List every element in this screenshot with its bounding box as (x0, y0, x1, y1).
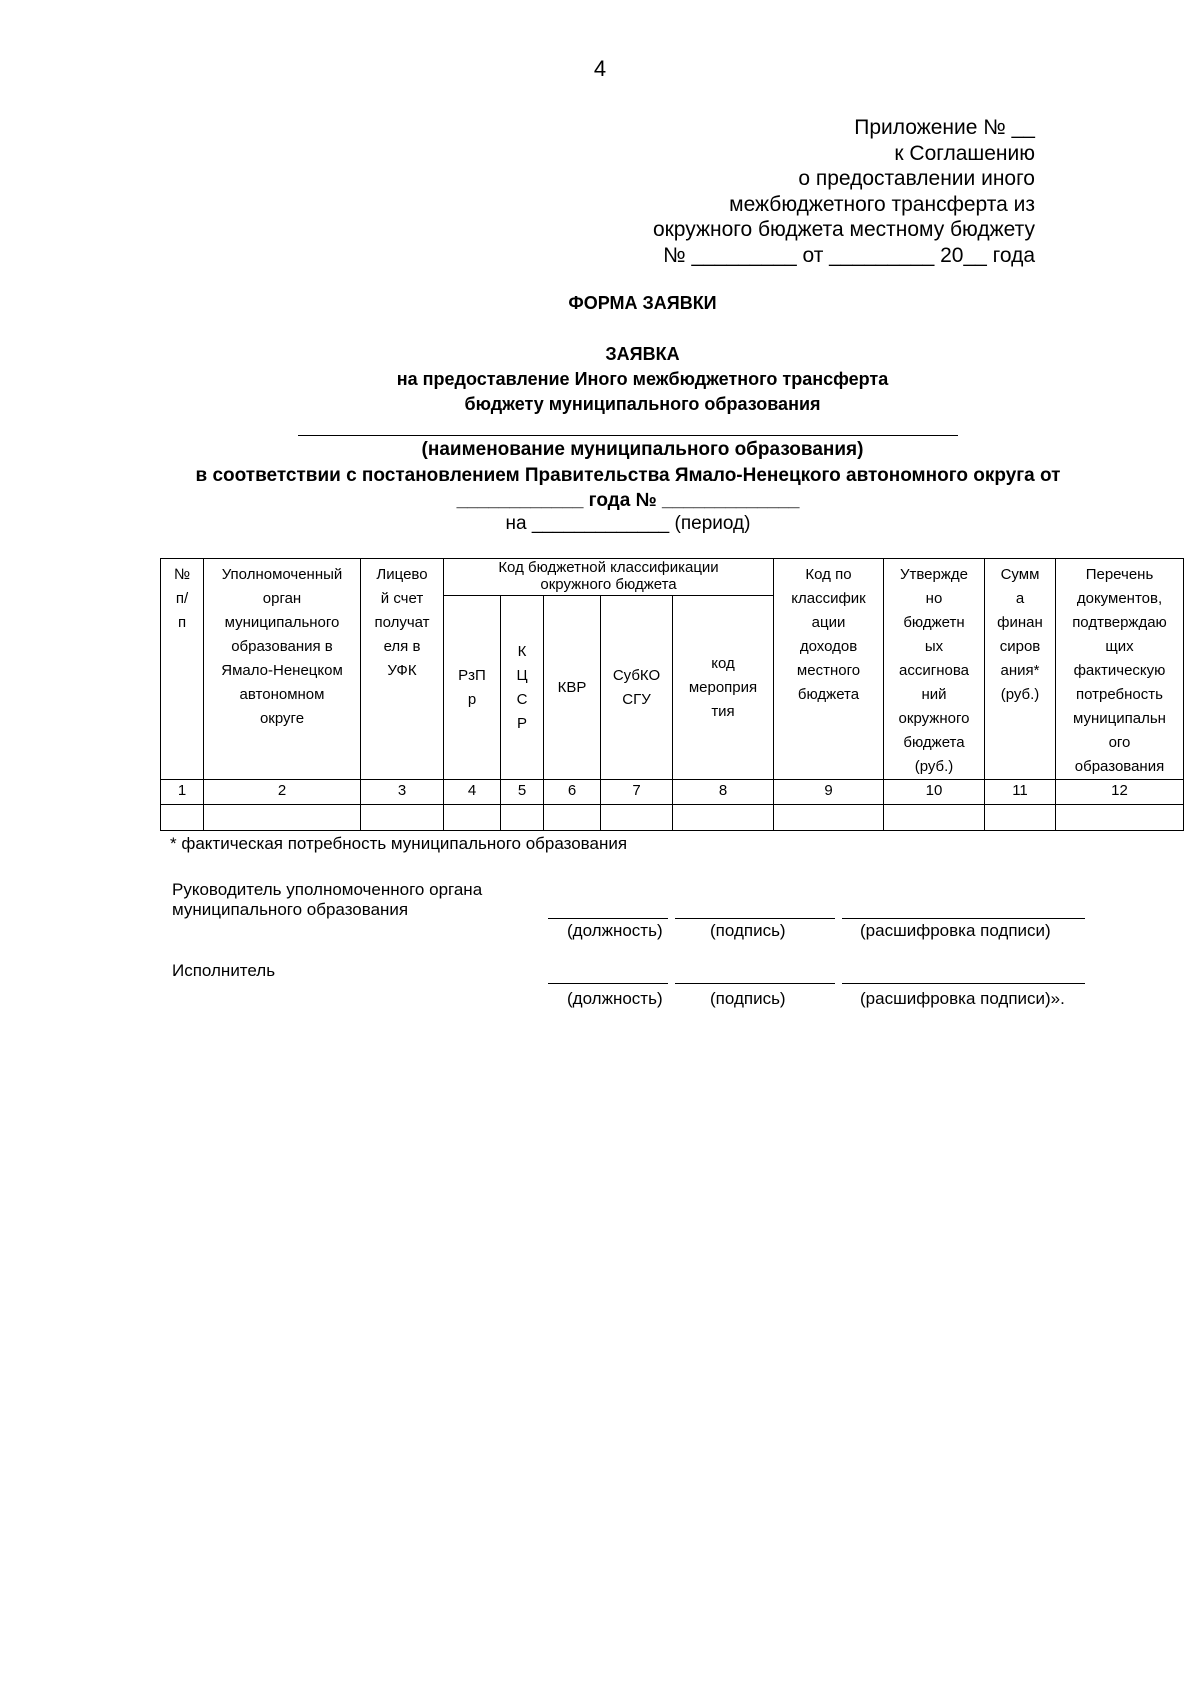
header-text-line: окружного (898, 710, 970, 727)
header-budget-code-group (444, 559, 774, 596)
request-heading (0, 342, 1200, 417)
request-title: ЗАЯВКА (605, 344, 680, 364)
header-text-line: щих (1105, 638, 1134, 655)
header-text-line: СГУ (622, 690, 651, 708)
decree-reference (0, 463, 1200, 513)
header-text-line: мероприя (688, 678, 758, 696)
column-number: 10 (884, 780, 985, 805)
header-text-line: подтверждаю (1072, 614, 1167, 631)
column-number: 8 (673, 780, 774, 805)
position-caption: (должность) (567, 989, 663, 1008)
period-line: на _____________ (период) (505, 513, 751, 534)
header-text-line: фактическую (1073, 662, 1166, 679)
header-text-line: УФК (387, 662, 417, 679)
header-text-line: К (517, 642, 527, 660)
signature-caption: (подпись) (710, 989, 786, 1008)
column-number: 7 (601, 780, 673, 805)
header-text-line: р (467, 690, 477, 708)
header-text-line: п/ (175, 590, 189, 607)
table-cell[interactable] (673, 805, 774, 831)
header-event-code (673, 596, 774, 780)
table-cell[interactable] (985, 805, 1056, 831)
column-number: 5 (501, 780, 544, 805)
page-number: 4 (593, 56, 607, 81)
header-account (361, 559, 444, 780)
column-number: 9 (774, 780, 884, 805)
header-text-line: п (177, 614, 187, 631)
header-text-line: Код бюджетной классификации (498, 559, 719, 576)
appendix-line: межбюджетного трансферта из (729, 192, 1035, 216)
header-text-line: С (516, 690, 528, 708)
header-text-line: ания* (1000, 662, 1040, 679)
head-label-line: муниципального образования (172, 900, 409, 919)
header-text-line: потребность (1076, 686, 1163, 703)
header-text-line: финан (997, 614, 1043, 631)
table-cell[interactable] (361, 805, 444, 831)
header-text-line: Перечень (1085, 566, 1154, 583)
header-text-line: Код по (805, 566, 852, 583)
column-number: 11 (985, 780, 1056, 805)
column-number: 6 (544, 780, 601, 805)
header-text-line: Ц (516, 666, 528, 684)
appendix-header (653, 115, 1035, 268)
header-text-line: автономном (239, 686, 325, 703)
header-text-line: РзП (458, 666, 486, 684)
header-text-line: (руб.) (914, 758, 954, 775)
header-text-line: получат (374, 614, 430, 631)
header-text-line: классифик (791, 590, 866, 607)
executor-signature-line[interactable] (675, 983, 835, 984)
header-text-line: еля в (383, 638, 421, 655)
header-text-line: а (1015, 590, 1025, 607)
head-signature-line[interactable] (675, 918, 835, 919)
table-cell[interactable] (601, 805, 673, 831)
decoding-caption: (расшифровка подписи) (860, 921, 1051, 940)
header-text-line: й счет (380, 590, 424, 607)
table-cell[interactable] (1056, 805, 1184, 831)
table-cell[interactable] (204, 805, 361, 831)
header-number (161, 559, 204, 780)
table-cell[interactable] (444, 805, 501, 831)
municipality-caption: (наименование муниципального образования) (421, 439, 864, 460)
appendix-line: Приложение № __ (854, 116, 1035, 139)
table-cell[interactable] (774, 805, 884, 831)
header-text-line: орган (262, 590, 302, 607)
appendix-line: окружного бюджета местному бюджету (652, 218, 1035, 241)
header-text-line: но (925, 590, 943, 607)
column-number: 12 (1056, 780, 1184, 805)
header-approved-allocations (884, 559, 985, 780)
decree-line: ____________ года № _____________ (456, 490, 800, 511)
header-text-line: ого (1108, 734, 1131, 751)
request-line: бюджету муниципального образования (464, 394, 821, 414)
header-text-line: округе (259, 710, 305, 727)
header-text-line: доходов (799, 638, 858, 655)
header-text-line: Лицево (376, 566, 428, 583)
form-title: ФОРМА ЗАЯВКИ (568, 293, 717, 313)
appendix-line: № _________ от _________ 20__ года (663, 243, 1035, 267)
executor-label: Исполнитель (172, 961, 276, 980)
column-number: 2 (204, 780, 361, 805)
header-kvr (544, 596, 601, 780)
header-text-line: СубКО (612, 666, 661, 684)
head-signature-label (172, 880, 482, 920)
header-text-line: Утвержде (899, 566, 968, 583)
column-numbers-row (161, 780, 1184, 805)
header-text-line: Сумм (1000, 566, 1040, 583)
header-documents-list (1056, 559, 1184, 780)
header-text-line: ассигнова (899, 662, 969, 679)
footnote: * фактическая потребность муниципального образования (170, 834, 628, 853)
table-cell[interactable] (501, 805, 544, 831)
header-kcsr (501, 596, 544, 780)
column-number: 3 (361, 780, 444, 805)
head-decoding-line[interactable] (842, 918, 1085, 919)
header-text-line: № (173, 566, 191, 583)
request-line: на предоставление Иного межбюджетного трансферта (396, 369, 889, 389)
column-number: 4 (444, 780, 501, 805)
position-caption: (должность) (567, 921, 663, 940)
header-text-line: документов, (1076, 590, 1163, 607)
decoding-caption: (расшифровка подписи)». (860, 989, 1065, 1008)
header-text-line: бюджета (903, 734, 965, 751)
header-text-line: муниципального (224, 614, 340, 631)
header-text-line: ых (924, 638, 944, 655)
header-income-code (774, 559, 884, 780)
header-text-line: ации (811, 614, 846, 631)
column-number: 1 (161, 780, 204, 805)
header-text-line: Р (516, 714, 527, 732)
header-text-line: КВР (557, 678, 587, 696)
table-cell[interactable] (161, 805, 204, 831)
header-financing-amount (985, 559, 1056, 780)
head-position-line[interactable] (548, 918, 668, 919)
executor-decoding-line[interactable] (842, 983, 1085, 984)
header-subkosgu (601, 596, 673, 780)
appendix-line: о предоставлении иного (798, 167, 1035, 190)
application-table (160, 558, 1184, 831)
header-authority (204, 559, 361, 780)
table-row (161, 805, 1184, 831)
header-text-line: окружного бюджета (540, 576, 677, 593)
header-text-line: муниципальн (1073, 710, 1166, 727)
header-text-line: (руб.) (1000, 686, 1040, 703)
header-text-line: сиров (999, 638, 1041, 655)
municipality-name-line (298, 435, 958, 436)
header-text-line: код (711, 654, 735, 672)
header-text-line: Уполномоченный (221, 566, 343, 583)
signature-caption: (подпись) (710, 921, 786, 940)
decree-line: в соответствии с постановлением Правительства Ямало-Ненецкого автономного округа от (195, 465, 1061, 486)
appendix-line: к Соглашению (894, 141, 1035, 165)
header-text-line: образования (1074, 758, 1165, 775)
header-text-line: тия (711, 702, 735, 720)
executor-position-line[interactable] (548, 983, 668, 984)
table-cell[interactable] (544, 805, 601, 831)
header-text-line: образования в (231, 638, 333, 655)
header-text-line: бюджетн (903, 614, 965, 631)
header-text-line: ний (921, 686, 947, 703)
header-rzpr (444, 596, 501, 780)
header-text-line: бюджета (797, 686, 860, 703)
header-text-line: местного (796, 662, 861, 679)
header-text-line: Ямало-Ненецком (221, 662, 343, 679)
table-cell[interactable] (884, 805, 985, 831)
head-label-line: Руководитель уполномоченного органа (172, 880, 483, 899)
